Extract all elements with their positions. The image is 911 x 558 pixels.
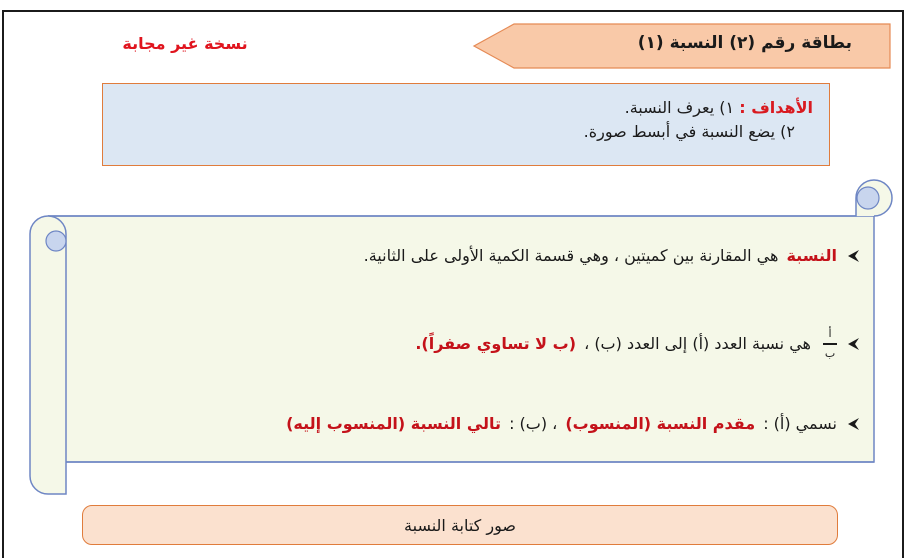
fraction-denominator: ب [824, 346, 836, 360]
arrow-bullet-icon [845, 416, 861, 432]
fraction-definition-text: هي نسبة العدد (أ) إلى العدد (ب) ، [584, 334, 811, 354]
ratio-term: النسبة [786, 246, 837, 265]
objectives-box [102, 83, 830, 166]
fraction-a-over-b [823, 328, 837, 360]
objective-1: ١) يعرف النسبة. [624, 98, 735, 117]
antecedent-term: مقدم النسبة (المنسوب) [565, 414, 756, 433]
objective-2: ٢) يضع النسبة في أبسط صورة. [583, 122, 795, 141]
objective-line-1 [103, 96, 813, 120]
card-title-banner [472, 23, 892, 69]
naming-middle: ، (ب) : [509, 414, 558, 433]
consequent-term: تالي النسبة (المنسوب إليه) [286, 414, 502, 433]
fraction-condition: (ب لا تساوي صفراً). [415, 334, 577, 354]
frame-border-right [902, 10, 904, 558]
unanswered-version-label: نسخة غير مجابة [122, 34, 248, 53]
frame-border-left [2, 10, 4, 558]
arrow-bullet-icon [845, 336, 861, 352]
objectives-label: الأهداف : [739, 98, 813, 117]
ratio-forms-heading [82, 505, 838, 545]
fraction-numerator: أ [828, 327, 832, 340]
definition-row-fraction [415, 328, 861, 360]
frame-border-top [2, 10, 904, 12]
fraction-bar [823, 343, 837, 345]
naming-prefix: نسمي (أ) : [763, 414, 837, 433]
ratio-forms-title: صور كتابة النسبة [404, 515, 516, 535]
card-title: بطاقة رقم (٢) النسبة (١) [637, 33, 852, 53]
ratio-definition-text: هي المقارنة بين كميتين ، وهي قسمة الكمية الأولى على الثانية. [363, 246, 779, 265]
definition-row-ratio [364, 246, 861, 265]
arrow-bullet-icon [845, 248, 861, 264]
definition-row-naming [286, 414, 861, 433]
